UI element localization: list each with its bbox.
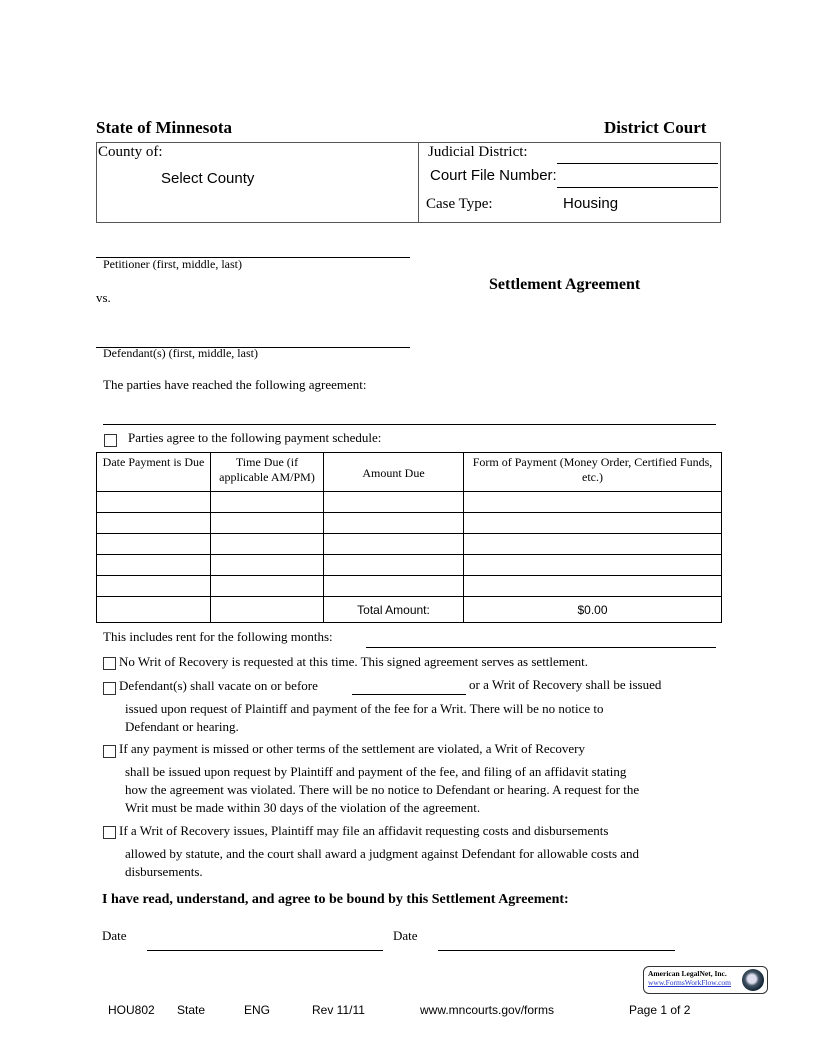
document-title: Settlement Agreement (489, 276, 641, 293)
intro-text: The parties have reached the following agreement: (103, 377, 367, 392)
vacate-checkbox[interactable] (103, 682, 116, 695)
total-row (97, 597, 722, 623)
vacate-text: Defendant(s) shall vacate on or before (119, 678, 318, 693)
vs-label: vs. (96, 290, 111, 305)
case-type-value: Housing (563, 195, 619, 212)
table-row[interactable] (97, 555, 722, 576)
county-select[interactable]: Select County (161, 170, 255, 187)
date-label-1: Date (102, 928, 127, 943)
footer-state: State (177, 1003, 206, 1017)
costs-text-2: allowed by statute, and the court shall award a judgment against Defendant for allowable costs and (125, 846, 640, 861)
agreement-field[interactable] (103, 424, 716, 425)
court-heading: District Court (604, 118, 707, 137)
legalnet-logo[interactable] (643, 966, 768, 994)
agreement-statement: I have read, understand, and agree to be bound by this Settlement Agreement: (102, 892, 569, 907)
total-value: $0.00 (464, 597, 722, 623)
petitioner-label: Petitioner (first, middle, last) (103, 257, 242, 271)
defendant-label: Defendant(s) (first, middle, last) (103, 346, 258, 360)
violation-text-3: how the agreement was violated. There will be no notice to Defendant or hearing. A request for the (125, 782, 640, 797)
vacate-text-4: Defendant or hearing. (125, 719, 239, 734)
rent-months-field[interactable] (366, 647, 716, 648)
judicial-district-field[interactable] (557, 163, 718, 164)
table-row[interactable] (97, 534, 722, 555)
vacate-text-3: issued upon request of Plaintiff and payment of the fee for a Writ. There will be no notice to (125, 701, 604, 716)
table-row[interactable] (97, 576, 722, 597)
footer-page-number: Page 1 of 2 (629, 1003, 691, 1017)
globe-icon (742, 969, 764, 991)
vacate-date-field[interactable] (352, 694, 466, 695)
logo-url[interactable]: www.FormsWorkFlow.com (648, 978, 732, 987)
date-field-1[interactable] (147, 950, 383, 951)
date-label-2: Date (393, 928, 418, 943)
table-header-row (97, 453, 722, 492)
caption-divider (418, 142, 419, 222)
rent-months-label: This includes rent for the following months: (103, 629, 333, 644)
court-file-label: Court File Number: (430, 167, 557, 184)
no-writ-checkbox[interactable] (103, 657, 116, 670)
vacate-text-2: or a Writ of Recovery shall be issued (469, 677, 662, 692)
payment-schedule-label: Parties agree to the following payment schedule: (128, 430, 382, 445)
footer-form-id: HOU802 (108, 1003, 155, 1017)
violation-checkbox[interactable] (103, 745, 116, 758)
no-writ-text: No Writ of Recovery is requested at this time. This signed agreement serves as settlement. (119, 654, 589, 669)
table-row[interactable] (97, 513, 722, 534)
payment-schedule-checkbox[interactable] (104, 434, 117, 447)
costs-checkbox[interactable] (103, 826, 116, 839)
state-heading: State of Minnesota (96, 118, 232, 137)
footer-url: www.mncourts.gov/forms (420, 1003, 555, 1017)
header-form: Form of Payment (Money Order, Certified Funds, etc.) (464, 453, 722, 492)
judicial-district-label: Judicial District: (428, 144, 528, 160)
header-amount: Amount Due (324, 453, 464, 492)
total-label: Total Amount: (324, 597, 464, 623)
court-file-field[interactable] (557, 187, 718, 188)
violation-text-4: Writ must be made within 30 days of the violation of the agreement. (125, 800, 481, 815)
violation-text-2: shall be issued upon request by Plaintiff and payment of the fee, and filing of an affidavit stating (125, 764, 627, 779)
logo-company: American LegalNet, Inc. (648, 969, 727, 978)
table-row[interactable] (97, 492, 722, 513)
header-date: Date Payment is Due (97, 453, 211, 492)
payment-schedule-table (96, 452, 722, 623)
costs-text-3: disbursements. (125, 864, 203, 879)
costs-text: If a Writ of Recovery issues, Plaintiff may file an affidavit requesting costs and disbursements (119, 823, 609, 838)
header-time: Time Due (if applicable AM/PM) (211, 453, 324, 492)
footer-language: ENG (244, 1003, 271, 1017)
case-type-label: Case Type: (426, 196, 493, 212)
violation-text: If any payment is missed or other terms of the settlement are violated, a Writ of Recovery (119, 741, 586, 756)
footer-revision: Rev 11/11 (312, 1003, 365, 1017)
county-label: County of: (98, 144, 163, 160)
date-field-2[interactable] (438, 950, 675, 951)
